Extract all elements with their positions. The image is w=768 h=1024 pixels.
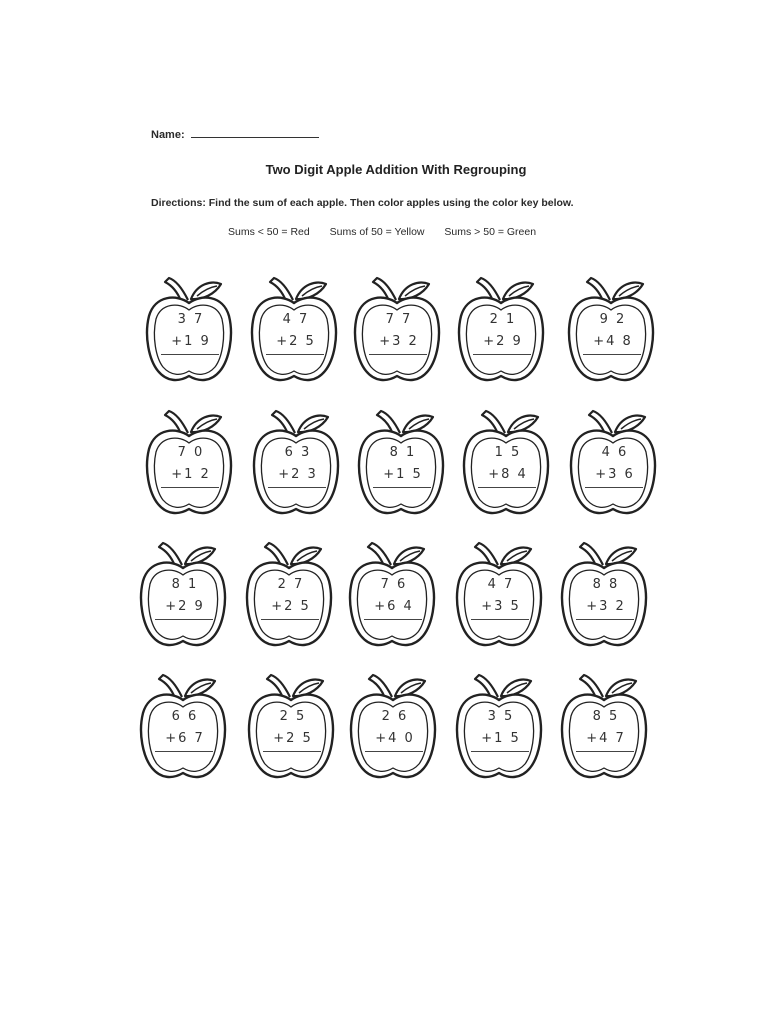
apple-problem — [248, 405, 344, 519]
addend-top: 6 3 — [284, 445, 312, 460]
answer-line — [373, 487, 431, 488]
color-key — [228, 226, 536, 238]
answer-line — [261, 619, 319, 620]
apple-problem — [556, 537, 652, 651]
apple-problem — [241, 537, 337, 651]
answer-line — [364, 619, 422, 620]
directions-text: Directions: Find the sum of each apple. Then color apples using the color key below. — [151, 197, 574, 209]
name-blank-line — [191, 128, 319, 138]
answer-line — [263, 751, 321, 752]
answer-line — [471, 619, 529, 620]
addend-bottom: +2 9 — [165, 599, 205, 614]
apple-problem — [353, 405, 449, 519]
answer-line — [576, 619, 634, 620]
apple-problem — [451, 669, 547, 783]
addend-top: 4 7 — [487, 577, 515, 592]
apple-problem — [556, 669, 652, 783]
apple-problem — [246, 272, 342, 386]
apple-problem — [243, 669, 339, 783]
addend-top: 2 7 — [277, 577, 305, 592]
addend-bottom: +3 6 — [595, 467, 635, 482]
apple-problem — [453, 272, 549, 386]
addend-bottom: +1 5 — [383, 467, 423, 482]
addend-bottom: +2 5 — [271, 599, 311, 614]
addend-bottom: +3 2 — [379, 334, 419, 349]
addend-top: 4 6 — [601, 445, 629, 460]
addend-top: 3 7 — [177, 312, 205, 327]
apple-problem — [349, 272, 445, 386]
addend-top: 7 0 — [177, 445, 205, 460]
answer-line — [155, 751, 213, 752]
answer-line — [576, 751, 634, 752]
addend-top: 9 2 — [599, 312, 627, 327]
answer-line — [583, 354, 641, 355]
addend-top: 6 6 — [171, 709, 199, 724]
answer-line — [369, 354, 427, 355]
answer-line — [473, 354, 531, 355]
addend-top: 1 5 — [494, 445, 522, 460]
answer-line — [478, 487, 536, 488]
addend-bottom: +2 5 — [273, 731, 313, 746]
addend-bottom: +2 3 — [278, 467, 318, 482]
answer-line — [155, 619, 213, 620]
addend-bottom: +4 0 — [375, 731, 415, 746]
addend-bottom: +4 8 — [593, 334, 633, 349]
apple-problem — [565, 405, 661, 519]
answer-line — [585, 487, 643, 488]
addend-bottom: +2 5 — [276, 334, 316, 349]
addend-bottom: +6 4 — [374, 599, 414, 614]
name-field — [151, 128, 319, 141]
addend-top: 4 7 — [282, 312, 310, 327]
apple-problem — [344, 537, 440, 651]
addend-top: 2 5 — [279, 709, 307, 724]
answer-line — [471, 751, 529, 752]
addend-bottom: +3 2 — [586, 599, 626, 614]
addend-bottom: +1 2 — [171, 467, 211, 482]
answer-line — [365, 751, 423, 752]
addend-top: 8 8 — [592, 577, 620, 592]
addend-top: 8 5 — [592, 709, 620, 724]
name-label: Name: — [151, 129, 185, 141]
addend-bottom: +1 5 — [481, 731, 521, 746]
addend-top: 7 7 — [385, 312, 413, 327]
answer-line — [161, 487, 219, 488]
addend-bottom: +6 7 — [165, 731, 205, 746]
addend-top: 2 1 — [489, 312, 517, 327]
apple-problem — [141, 405, 237, 519]
apple-problem — [451, 537, 547, 651]
apple-problem — [135, 669, 231, 783]
addend-bottom: +3 5 — [481, 599, 521, 614]
color-key-red: Sums < 50 = Red — [228, 226, 310, 238]
addend-top: 8 1 — [389, 445, 417, 460]
color-key-green: Sums > 50 = Green — [444, 226, 537, 238]
apple-problem — [141, 272, 237, 386]
addend-bottom: +8 4 — [488, 467, 528, 482]
apple-problem — [458, 405, 554, 519]
addend-top: 3 5 — [487, 709, 515, 724]
apple-problem — [135, 537, 231, 651]
worksheet-title: Two Digit Apple Addition With Regrouping — [265, 162, 527, 177]
answer-line — [268, 487, 326, 488]
addend-top: 7 6 — [380, 577, 408, 592]
addend-top: 8 1 — [171, 577, 199, 592]
color-key-yellow: Sums of 50 = Yellow — [329, 226, 425, 238]
apple-problem — [345, 669, 441, 783]
addend-bottom: +1 9 — [171, 334, 211, 349]
answer-line — [266, 354, 324, 355]
addend-top: 2 6 — [381, 709, 409, 724]
addend-bottom: +4 7 — [586, 731, 626, 746]
apple-problem — [563, 272, 659, 386]
answer-line — [161, 354, 219, 355]
addend-bottom: +2 9 — [483, 334, 523, 349]
